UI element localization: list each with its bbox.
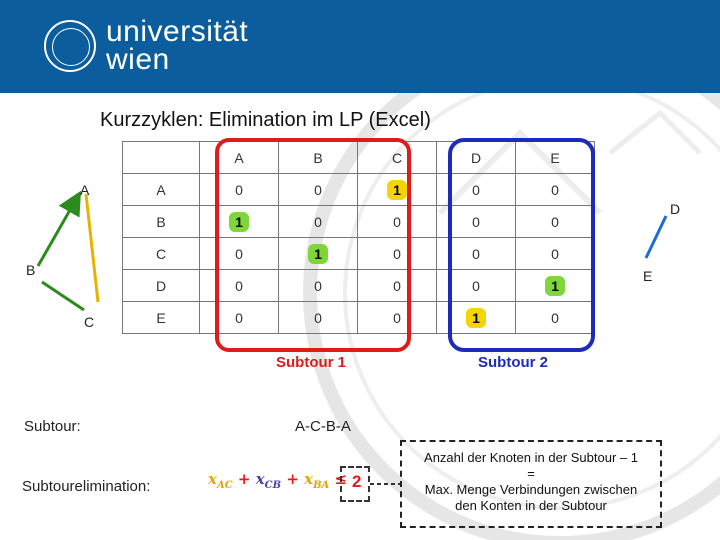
matrix-cell: 0	[437, 174, 516, 206]
edge-b-a	[38, 196, 78, 266]
matrix-cell: 0	[437, 206, 516, 238]
university-seal-icon	[44, 20, 96, 72]
highlight-green: 1	[308, 244, 328, 264]
brand-line1: universität	[106, 15, 249, 48]
matrix-row-header: C	[123, 238, 200, 270]
subtour2-outline	[448, 138, 595, 352]
explanation-line: Max. Menge Verbindungen zwischen	[424, 482, 638, 497]
explanation-line: =	[527, 466, 535, 481]
brand-line2: wien	[106, 43, 170, 76]
var-x-ac: $x_{AC}$	[208, 470, 233, 491]
matrix-cell: 0	[279, 174, 358, 206]
matrix-cell: 0	[200, 238, 279, 270]
matrix-col-header: E	[516, 142, 595, 174]
matrix-cell: 0	[200, 270, 279, 302]
explanation-line: den Konten in der Subtour	[455, 498, 607, 513]
matrix-row-header: A	[123, 174, 200, 206]
plus-sign: +	[237, 470, 251, 488]
matrix-row-header: E	[123, 302, 200, 334]
graph-node-b: B	[26, 262, 36, 278]
var-x-ba: $x_{BA}$	[304, 470, 330, 491]
graph-node-a: A	[80, 182, 90, 198]
matrix-cell: 0	[516, 302, 595, 334]
rhs-value: 2	[352, 472, 362, 491]
matrix-cell: 0	[358, 238, 437, 270]
matrix-cell: 0	[437, 270, 516, 302]
subtour1-label: Subtour 1	[276, 354, 346, 371]
university-logo-text	[106, 15, 249, 76]
matrix-corner-cell	[123, 142, 200, 174]
matrix-col-header: A	[200, 142, 279, 174]
matrix-cell: 0	[358, 206, 437, 238]
graph-node-e: E	[643, 268, 653, 284]
subtour-label: Subtour:	[24, 418, 81, 435]
matrix-cell: 0	[516, 174, 595, 206]
edge-a-c	[86, 194, 98, 302]
matrix-cell: 0	[516, 238, 595, 270]
subtour1-outline	[215, 138, 411, 352]
edge-c-b	[42, 282, 84, 310]
subtour2-label: Subtour 2	[478, 354, 548, 371]
elimination-formula	[208, 470, 347, 491]
seal-inner-ring	[52, 28, 90, 66]
subtour2-graph	[636, 210, 676, 270]
subtour-value: A-C-B-A	[295, 418, 351, 435]
matrix-col-header: D	[437, 142, 516, 174]
highlight-green: 1	[545, 276, 565, 296]
subtour1-graph	[20, 172, 130, 332]
graph-node-d: D	[670, 201, 681, 217]
matrix-cell: 0	[437, 238, 516, 270]
matrix-cell: 0	[279, 270, 358, 302]
highlight-yellow: 1	[387, 180, 407, 200]
matrix-cell: 0	[516, 206, 595, 238]
explanation-box	[400, 440, 662, 528]
matrix-cell: 0	[200, 302, 279, 334]
connector-line	[370, 478, 402, 490]
matrix-col-header: B	[279, 142, 358, 174]
matrix-cell: 0	[358, 302, 437, 334]
matrix-row-header: B	[123, 206, 200, 238]
matrix-cell: 0	[279, 206, 358, 238]
header-bar	[0, 0, 720, 93]
var-x-cb: $x_{CB}$	[255, 470, 282, 491]
subtour-elimination-label: Subtourelimination:	[22, 478, 151, 495]
matrix-cell: 0	[358, 270, 437, 302]
explanation-line: Anzahl der Knoten in der Subtour – 1	[424, 450, 638, 465]
graph-node-c: C	[84, 314, 95, 330]
highlight-green: 1	[229, 212, 249, 232]
matrix-col-header: C	[358, 142, 437, 174]
edge-d-e	[646, 216, 666, 258]
highlight-yellow: 1	[466, 308, 486, 328]
matrix-row-header: D	[123, 270, 200, 302]
plus-sign: +	[286, 470, 299, 488]
matrix-cell: 0	[279, 302, 358, 334]
matrix-cell: 0	[200, 174, 279, 206]
page-title: Kurzzyklen: Elimination im LP (Excel)	[100, 109, 431, 131]
less-equal-sign: ≤	[334, 470, 348, 488]
